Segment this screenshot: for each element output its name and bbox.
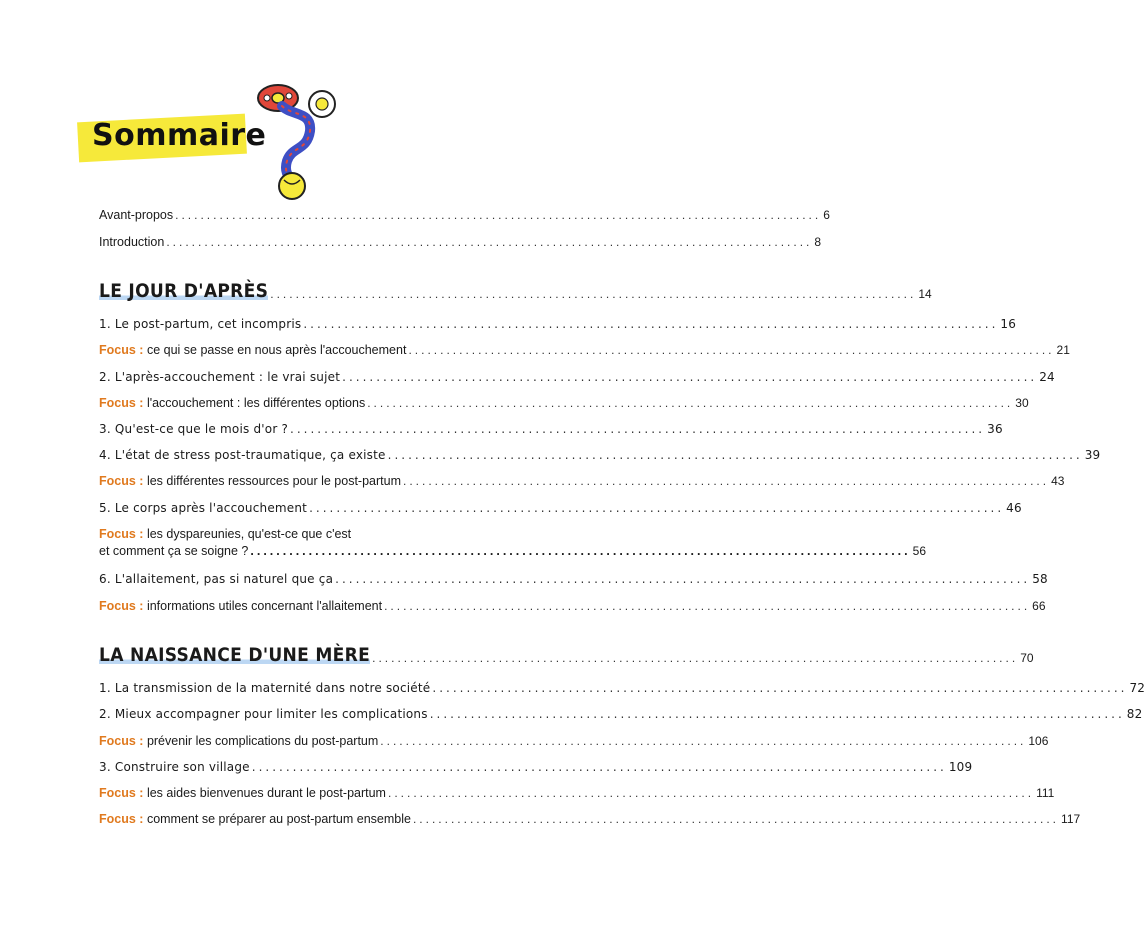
yellow-pacifier-icon (279, 173, 305, 199)
toc-entry[interactable]: 2. Mieux accompagner pour limiter les complications ...................................................................................................... 82 (99, 707, 1143, 721)
chapter-heading-1[interactable]: LE JOUR D'APRÈS ...................................................................................................... 14 (99, 280, 932, 302)
pacifier-and-ribbon-illustration (252, 76, 352, 206)
toc-entry[interactable]: 5. Le corps après l'accouchement ...................................................................................................... 46 (99, 501, 1022, 515)
focus-label: Focus : (99, 396, 144, 410)
toc-entry[interactable]: 6. L'allaitement, pas si naturel que ça ...................................................................................................... 58 (99, 572, 1048, 586)
focus-entry[interactable]: Focus : les différentes ressources pour le post-partum ...................................................................................................... 43 (99, 474, 1065, 488)
title-block (78, 112, 267, 162)
focus-entry[interactable]: Focus : informations utiles concernant l'allaitement ...................................................................................................... 66 (99, 599, 1046, 613)
focus-label: Focus : (99, 599, 144, 613)
focus-label: Focus : (99, 343, 144, 357)
focus-label: Focus : (99, 474, 144, 488)
toc-entry-introduction[interactable]: Introduction ...................................................................................................... 8 (99, 235, 822, 249)
focus-label: Focus : (99, 812, 144, 826)
focus-entry[interactable]: Focus : comment se préparer au post-partum ensemble ...................................................................................................... 117 (99, 812, 1081, 826)
toc-entry[interactable]: 2. L'après-accouchement : le vrai sujet ...................................................................................................... 24 (99, 370, 1055, 384)
focus-label: Focus : (99, 734, 144, 748)
focus-entry[interactable]: Focus : prévenir les complications du post-partum ...................................................................................................... 106 (99, 734, 1049, 748)
focus-label: Focus : (99, 786, 144, 800)
focus-entry[interactable]: Focus : les aides bienvenues durant le post-partum ...................................................................................................... 111 (99, 786, 1055, 800)
page-title: Sommaire (92, 118, 267, 153)
focus-entry[interactable]: Focus : ce qui se passe en nous après l'accouchement ...................................................................................................... 21 (99, 343, 1070, 357)
focus-entry[interactable]: Focus : l'accouchement : les différentes options ...................................................................................................... 30 (99, 396, 1029, 410)
toc-entry[interactable]: 4. L'état de stress post-traumatique, ça existe ...................................................................................................... 39 (99, 448, 1101, 462)
toc-entry[interactable]: 3. Construire son village ...................................................................................................... 109 (99, 760, 973, 774)
toc-entry[interactable]: 3. Qu'est-ce que le mois d'or ? ...................................................................................................... 36 (99, 422, 1003, 436)
toc-entry[interactable]: 1. La transmission de la maternité dans notre société ...................................................................................................... 72 (99, 681, 1145, 695)
chapter-heading-2[interactable]: LA NAISSANCE D'UNE MÈRE ...................................................................................................... 70 (99, 644, 1034, 666)
focus-entry-two-line[interactable]: Focus : les dyspareunies, qu'est-ce que c'est et comment ça se soigne ? ...................................................................................................... 56 (99, 527, 926, 558)
toc-entry-avant-propos[interactable]: Avant-propos ...................................................................................................... 6 (99, 208, 830, 222)
toc-entry[interactable]: 1. Le post-partum, cet incompris ...................................................................................................... 16 (99, 317, 1017, 331)
focus-label: Focus : (99, 527, 144, 541)
